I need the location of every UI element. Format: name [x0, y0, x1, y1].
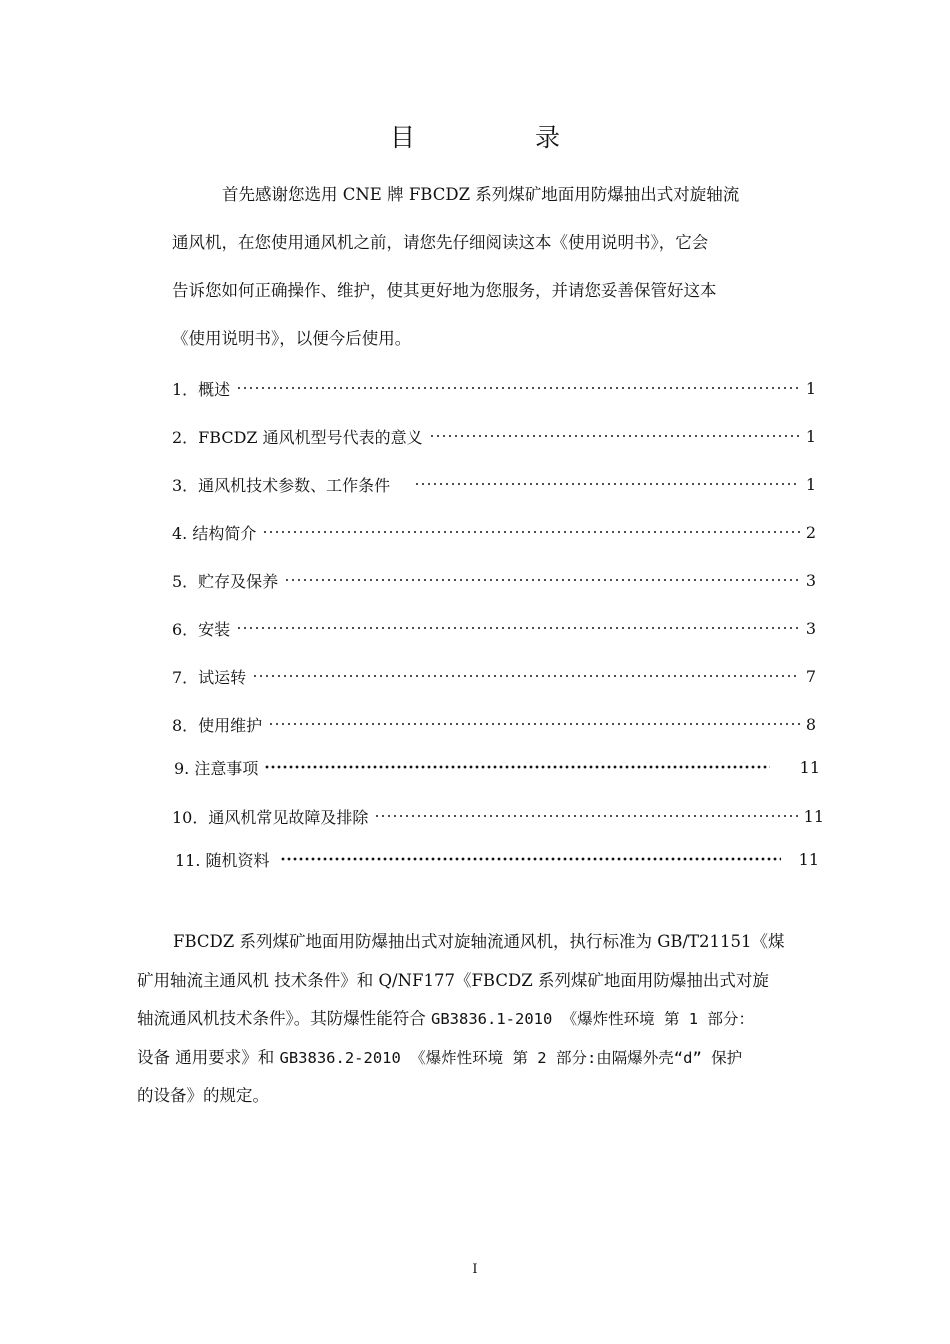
- toc-entry-page: 2: [805, 522, 816, 542]
- toc-leader-dots: [414, 479, 800, 489]
- body-line: 的设备》的规定。: [137, 1086, 269, 1105]
- toc-entry-label: 7．试运转: [172, 667, 247, 687]
- toc-entry-storage[interactable]: [172, 565, 816, 595]
- toc-entry-page: 11: [798, 849, 819, 869]
- standard-reference: GB3836.2-2010 《爆炸性环境 第 2 部分:由隔爆外壳“d” 保护: [279, 1048, 743, 1067]
- toc-entry-label: 3．通风机技术参数、工作条件: [172, 475, 391, 495]
- toc-entry-page: 1: [805, 474, 816, 494]
- toc-leader-dots: [236, 623, 800, 633]
- intro-paragraph: [172, 171, 812, 363]
- body-line: [137, 1000, 841, 1039]
- toc-entry-precautions[interactable]: [174, 752, 820, 782]
- toc-leader-dots: [252, 671, 800, 681]
- toc-entry-installation[interactable]: [172, 613, 816, 643]
- toc-entry-page: 8: [805, 714, 816, 734]
- toc-entry-documents[interactable]: [175, 844, 819, 874]
- toc-entry-trial-run[interactable]: [172, 661, 816, 691]
- toc-leader-dots: [236, 383, 800, 393]
- intro-line: 通风机，在您使用通风机之前，请您先仔细阅读这本《使用说明书》，它会: [172, 233, 709, 252]
- toc-leader-dots: [264, 762, 769, 772]
- toc-entry-overview[interactable]: [172, 373, 816, 403]
- body-text-run: 设备 通用要求》和: [137, 1047, 280, 1067]
- page-number: I: [472, 1262, 478, 1277]
- toc-entry-label: 5．贮存及保养: [172, 571, 279, 591]
- toc-entry-label: 2．FBCDZ 通风机型号代表的意义: [172, 427, 423, 447]
- page-title: 目 录: [390, 123, 616, 152]
- standards-paragraph: [137, 923, 841, 1116]
- toc-leader-dots: [374, 811, 797, 821]
- toc-entry-label: 9. 注意事项: [174, 758, 259, 778]
- body-text-run: 轴流通风机技术条件》。其防爆性能符合: [137, 1009, 431, 1028]
- intro-line: 《使用说明书》，以便今后使用。: [172, 329, 412, 348]
- standard-reference: GB3836.1-2010 《爆炸性环境 第 1 部分：: [431, 1010, 754, 1028]
- toc-entry-troubleshooting[interactable]: [172, 801, 824, 831]
- toc-entry-model-meaning[interactable]: [172, 421, 816, 451]
- toc-entry-maintenance[interactable]: [172, 709, 816, 739]
- intro-line: 告诉您如何正确操作、维护，使其更好地为您服务，并请您妥善保管好这本: [172, 281, 717, 300]
- toc-leader-dots: [262, 527, 799, 537]
- toc-entry-label: 10．通风机常见故障及排除: [172, 807, 369, 827]
- body-line: 矿用轴流主通风机 技术条件》和 Q/NF177《FBCDZ 系列煤矿地面用防爆抽出式对旋: [137, 970, 769, 990]
- body-line: [137, 1039, 841, 1078]
- toc-entry-label: 4. 结构简介: [172, 523, 257, 543]
- toc-entry-page: 11: [803, 806, 824, 826]
- toc-entry-page: 7: [805, 666, 816, 686]
- toc-leader-dots: [268, 719, 800, 729]
- toc-entry-page: 11: [799, 757, 820, 777]
- intro-line: 首先感谢您选用 CNE 牌 FBCDZ 系列煤矿地面用防爆抽出式对旋轴流: [222, 185, 740, 204]
- toc-entry-label: 6．安装: [172, 619, 231, 639]
- toc-entry-label: 8．使用维护: [172, 715, 263, 735]
- toc-leader-dots: [280, 854, 781, 864]
- toc-leader-dots: [284, 575, 800, 585]
- toc-entry-page: 1: [805, 426, 816, 446]
- toc-entry-tech-params[interactable]: [172, 469, 816, 499]
- body-line: FBCDZ 系列煤矿地面用防爆抽出式对旋轴流通风机，执行标准为 GB/T21151《煤: [173, 932, 785, 951]
- toc-entry-label: 1．概述: [172, 379, 231, 399]
- toc-entry-label: 11. 随机资料: [175, 850, 270, 870]
- toc-entry-page: 1: [805, 378, 816, 398]
- toc-entry-page: 3: [805, 618, 816, 638]
- toc-entry-structure[interactable]: [172, 517, 816, 547]
- toc-entry-page: 3: [805, 570, 816, 590]
- toc-leader-dots: [429, 431, 800, 441]
